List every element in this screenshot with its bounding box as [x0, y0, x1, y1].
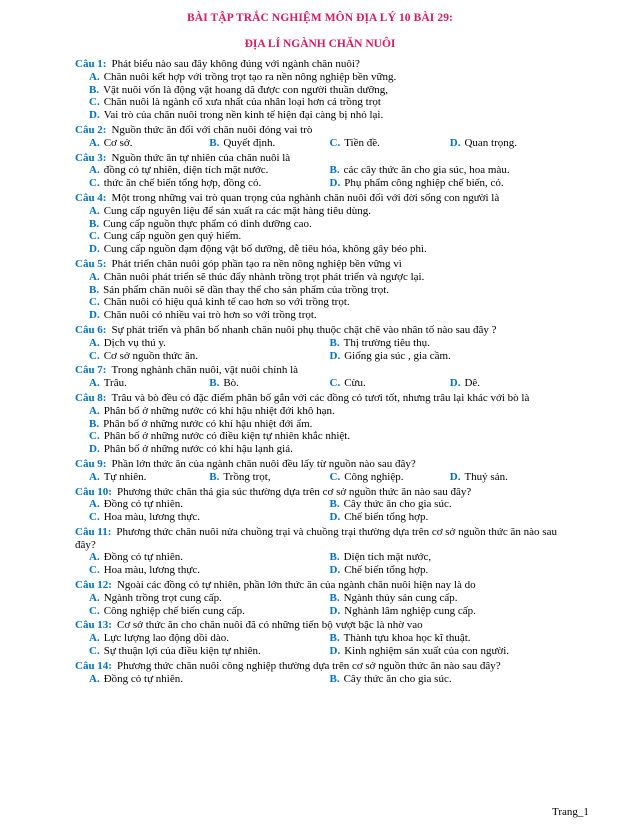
option-letter: A. — [89, 336, 100, 349]
option-letter: B. — [209, 136, 220, 149]
question-stem — [75, 392, 570, 405]
option-text: Cừu. — [344, 377, 366, 390]
option-text: Tiền đề. — [344, 136, 380, 149]
question-item — [75, 58, 570, 122]
option-letter: D. — [89, 109, 100, 122]
option-text: Cơ sở. — [103, 136, 133, 149]
option-letter: A. — [89, 470, 100, 483]
option-text: Vật nuôi vốn là động vật hoang dã được con người thuần dưỡng, — [103, 83, 389, 96]
question-stem — [75, 258, 570, 271]
answer-option — [330, 137, 450, 150]
question-number: Câu 6: — [75, 323, 107, 336]
question-text: Nguồn thức ăn đối với chăn nuôi đóng vai trò — [111, 123, 313, 136]
option-text: Phân bố ở những nước có điều kiện tự nhiên khắc nhiệt. — [103, 430, 351, 443]
option-row — [75, 511, 570, 524]
answer-option — [330, 511, 571, 524]
option-text: Sự thuận lợi của điều kiện tự nhiên. — [103, 645, 261, 658]
option-row — [75, 471, 570, 484]
answer-option — [89, 177, 330, 190]
option-letter: A. — [89, 404, 100, 417]
question-stem — [75, 152, 570, 165]
answer-option — [89, 564, 330, 577]
question-item — [75, 192, 570, 256]
answer-option — [75, 418, 570, 431]
answer-option — [330, 498, 571, 511]
option-text: Chăn nuôi kết hợp với trồng trọt tạo ra nền nông nghiệp bền vững. — [103, 70, 397, 83]
question-number: Câu 14: — [75, 659, 112, 672]
option-row — [75, 632, 570, 645]
answer-option — [75, 284, 570, 297]
question-text: Trong nghành chăn nuôi, vật nuôi chính là — [111, 364, 299, 377]
option-letter: A. — [89, 498, 100, 511]
question-stem — [75, 619, 570, 632]
question-stem — [75, 192, 570, 205]
answer-option — [75, 309, 570, 322]
question-number: Câu 13: — [75, 619, 112, 632]
answer-option — [450, 137, 570, 150]
question-text: Ngoài các đồng cỏ tự nhiên, phần lớn thức ăn của ngành chăn nuôi hiện nay là do — [116, 579, 476, 592]
answer-option — [75, 271, 570, 284]
option-text: Phụ phẩm công nghiệp chế biến, cỏ. — [344, 177, 504, 190]
option-letter: C. — [329, 470, 341, 483]
question-stem — [75, 579, 570, 592]
option-text: Chăn nuôi có hiệu quả kinh tế cao hơn so với trồng trọt. — [103, 296, 350, 309]
question-number: Câu 5: — [75, 257, 107, 270]
document-title: BÀI TẬP TRẮC NGHIỆM MÔN ĐỊA LÝ 10 BÀI 29: — [187, 12, 453, 24]
answer-option — [330, 164, 571, 177]
answer-option — [89, 605, 330, 618]
question-item — [75, 364, 570, 390]
question-number: Câu 2: — [75, 123, 107, 136]
option-letter: B. — [329, 498, 340, 511]
option-row — [75, 177, 570, 190]
question-number: Câu 12: — [75, 579, 112, 592]
document-subtitle: ĐỊA LÍ NGÀNH CHĂN NUÔI — [244, 38, 396, 50]
option-text: Dịch vụ thú y. — [103, 336, 166, 349]
answer-option — [330, 632, 571, 645]
option-row — [75, 337, 570, 350]
option-letter: B. — [209, 377, 220, 390]
option-text: Cây thức ăn cho gia súc. — [343, 498, 452, 511]
option-letter: B. — [209, 470, 220, 483]
option-text: Thành tựu khoa học kĩ thuật. — [343, 632, 471, 645]
question-text: Trâu và bò đều có đặc điểm phân bố gắn với các đồng cỏ tươi tốt, nhưng trâu lại khác với bò là — [111, 391, 530, 404]
option-letter: B. — [329, 551, 340, 564]
answer-option — [330, 551, 571, 564]
option-text: Quan trọng. — [464, 136, 517, 149]
option-text: Đồng cỏ tự nhiên. — [103, 672, 183, 685]
option-letter: D. — [329, 564, 341, 577]
option-text: Chăn nuôi phát triển sẽ thúc đẩy nhành trồng trọt phát triển và ngược lại. — [103, 270, 425, 283]
option-text: Trâu. — [103, 377, 127, 390]
question-item — [75, 660, 570, 686]
option-letter: C. — [89, 564, 100, 577]
option-text: Vai trò của chăn nuôi trong nền kinh tế hiện đại càng bị nhỏ lại. — [103, 109, 384, 122]
option-text: Phân bố ở những nước có khí hậu lạnh giá. — [103, 443, 293, 456]
option-letter: C. — [89, 645, 100, 658]
question-item — [75, 619, 570, 657]
option-text: Chăn nuôi có nhiều vai trò hơn so với trồng trọt. — [103, 309, 317, 322]
question-item — [75, 579, 570, 617]
answer-option — [75, 109, 570, 122]
option-text: Cung cấp nguồn đạm động vật bổ dưỡng, dễ tiêu hóa, không gây béo phì. — [103, 243, 427, 256]
question-item — [75, 486, 570, 524]
answer-option — [330, 673, 571, 686]
option-letter: B. — [89, 83, 100, 96]
option-text: Cung cấp nguồn thực phẩm có dinh dưỡng cao. — [103, 217, 312, 230]
option-text: Ngành thủy sản cung cấp. — [343, 591, 458, 604]
answer-option — [89, 498, 330, 511]
question-number: Câu 1: — [75, 58, 107, 70]
option-row — [75, 645, 570, 658]
option-text: Trồng trọt, — [223, 470, 271, 483]
question-text: Phương thức chăn thả gia súc thường dựa trên cơ sở nguồn thức ăn nào sau đây? — [116, 485, 472, 498]
question-number: Câu 8: — [75, 391, 107, 404]
page-number: Trang_1 — [552, 806, 589, 818]
option-text: Hoa màu, lương thực. — [103, 564, 200, 577]
option-text: Bò. — [223, 377, 239, 390]
option-letter: D. — [329, 177, 341, 190]
answer-option — [75, 205, 570, 218]
question-item — [75, 392, 570, 456]
option-text: Chế biến tổng hợp. — [344, 564, 429, 577]
question-stem — [75, 324, 570, 337]
option-letter: A. — [89, 591, 100, 604]
option-letter: D. — [329, 604, 341, 617]
question-number: Câu 4: — [75, 191, 107, 204]
option-text: Tự nhiên. — [103, 470, 147, 483]
question-stem — [75, 124, 570, 137]
option-text: Nghành lâm nghiệp cung cấp. — [344, 604, 476, 617]
option-letter: C. — [89, 177, 100, 190]
question-text: Cơ sở thức ăn cho chăn nuôi đã có những tiến bộ vượt bậc là nhờ vao — [116, 619, 423, 632]
question-number: Câu 10: — [75, 485, 112, 498]
option-text: Sản phẩm chăn nuôi sẽ dần thay thế cho sản phẩm của trồng trọt. — [103, 283, 390, 296]
answer-option — [89, 377, 209, 390]
option-row — [75, 164, 570, 177]
answer-option — [330, 605, 571, 618]
option-letter: D. — [449, 470, 461, 483]
answer-option — [330, 645, 571, 658]
question-stem — [75, 58, 570, 71]
answer-option — [75, 96, 570, 109]
option-row — [75, 551, 570, 564]
option-row — [75, 137, 570, 150]
option-text: Chăn nuôi là ngành cổ xưa nhất của nhân loại hơn cả trồng trọt — [103, 96, 381, 109]
option-letter: A. — [89, 672, 100, 685]
option-letter: B. — [329, 591, 340, 604]
question-text: Phát triển chăn nuôi góp phần tạo ra nền nông nghiệp bền vững vì — [111, 257, 402, 270]
question-item — [75, 526, 570, 577]
answer-option — [75, 84, 570, 97]
answer-option — [450, 377, 570, 390]
answer-option — [89, 511, 330, 524]
option-letter: C. — [329, 377, 341, 390]
option-letter: B. — [89, 417, 100, 430]
option-letter: D. — [89, 243, 100, 256]
option-letter: B. — [329, 672, 340, 685]
option-text: Hoa màu, lương thực. — [103, 511, 200, 524]
option-text: Đồng cỏ tự nhiên. — [103, 498, 183, 511]
question-number: Câu 3: — [75, 151, 107, 164]
answer-option — [450, 471, 570, 484]
question-stem — [75, 458, 570, 471]
option-letter: A. — [89, 204, 100, 217]
option-text: Công nghiệp. — [344, 470, 404, 483]
question-text: Phương thức chăn nuôi nửa chuồng trại và chuồng trại thường dựa trên cơ sở nguồn thức ăn nào sau đây? — [75, 525, 557, 551]
question-item — [75, 152, 570, 190]
question-text: Một trong những vai trò quan trọng của nghành chăn nuôi đối với đời sống con người là — [111, 191, 500, 204]
answer-option — [209, 377, 329, 390]
option-text: Chế biến tổng hợp. — [344, 511, 429, 524]
answer-option — [75, 71, 570, 84]
option-text: thức ăn chế biến tổng hợp, đồng cỏ. — [103, 177, 262, 190]
option-letter: C. — [89, 296, 100, 309]
question-list — [75, 58, 570, 685]
option-text: Lực lượng lao động dồi dào. — [103, 632, 229, 645]
option-text: Công nghiệp chế biến cung cấp. — [103, 604, 245, 617]
option-text: Kinh nghiệm sản xuất của con người. — [344, 645, 510, 658]
option-row — [75, 350, 570, 363]
option-letter: A. — [89, 632, 100, 645]
answer-option — [330, 337, 571, 350]
question-text: Phát biểu nào sau đây không đúng với ngành chăn nuôi? — [111, 58, 360, 70]
option-letter: C. — [89, 349, 100, 362]
answer-option — [75, 296, 570, 309]
question-item — [75, 258, 570, 322]
option-letter: C. — [329, 136, 341, 149]
question-stem — [75, 364, 570, 377]
option-letter: D. — [89, 309, 100, 322]
option-letter: D. — [329, 349, 341, 362]
option-text: Giống gia súc , gia cầm. — [344, 349, 451, 362]
option-text: Thuỷ sản. — [464, 470, 508, 483]
option-letter: A. — [89, 270, 100, 283]
answer-option — [75, 243, 570, 256]
answer-option — [89, 645, 330, 658]
question-item — [75, 324, 570, 362]
option-row — [75, 564, 570, 577]
option-text: Phân bố ở những nước có khí hậu nhiệt đới ẩm. — [103, 417, 313, 430]
option-letter: C. — [89, 511, 100, 524]
question-text: Phương thức chăn nuôi công nghiệp thường dựa trên cơ sở nguồn thức ăn nào sau đây? — [116, 659, 501, 672]
answer-option — [89, 337, 330, 350]
option-row — [75, 377, 570, 390]
question-stem — [75, 486, 570, 499]
answer-option — [89, 137, 209, 150]
option-letter: D. — [89, 443, 100, 456]
answer-option — [330, 471, 450, 484]
answer-option — [330, 177, 571, 190]
answer-option — [75, 430, 570, 443]
answer-option — [330, 377, 450, 390]
answer-option — [89, 350, 330, 363]
question-number: Câu 7: — [75, 364, 107, 377]
option-letter: B. — [329, 164, 340, 177]
question-number: Câu 11: — [75, 525, 112, 538]
answer-option — [330, 592, 571, 605]
question-number: Câu 9: — [75, 457, 107, 470]
answer-option — [330, 350, 571, 363]
answer-option — [89, 471, 209, 484]
answer-option — [209, 471, 329, 484]
option-letter: A. — [89, 136, 100, 149]
option-letter: D. — [329, 511, 341, 524]
question-text: Sự phát triển và phân bố nhanh chăn nuôi phụ thuộc chặt chẽ vào nhân tố nào sau đây ? — [111, 323, 497, 336]
option-text: Cung cấp nguồn gen quý hiếm. — [103, 230, 242, 243]
answer-option — [89, 632, 330, 645]
option-text: Ngành trồng trọt cung cấp. — [103, 591, 222, 604]
answer-option — [89, 592, 330, 605]
option-text: Phân bố ở những nước có khí hậu nhiệt đới khô hạn. — [103, 404, 335, 417]
option-text: Cung cấp nguyên liệu để sản xuất ra các mặt hàng tiêu dùng. — [103, 204, 371, 217]
question-stem — [75, 660, 570, 673]
option-row — [75, 592, 570, 605]
answer-option — [89, 673, 330, 686]
answer-option — [75, 218, 570, 231]
option-row — [75, 605, 570, 618]
question-text: Nguồn thức ăn tự nhiên của chăn nuôi là — [111, 151, 291, 164]
option-letter: B. — [329, 336, 340, 349]
answer-option — [209, 137, 329, 150]
option-letter: D. — [329, 645, 341, 658]
answer-option — [75, 443, 570, 456]
option-row — [75, 498, 570, 511]
option-text: Thị trường tiêu thụ. — [343, 336, 430, 349]
option-letter: D. — [449, 136, 461, 149]
option-letter: B. — [89, 217, 100, 230]
option-letter: B. — [89, 283, 100, 296]
answer-option — [89, 551, 330, 564]
option-letter: D. — [449, 377, 461, 390]
option-letter: A. — [89, 377, 100, 390]
option-text: Dê. — [464, 377, 481, 390]
option-letter: A. — [89, 164, 100, 177]
option-letter: A. — [89, 551, 100, 564]
question-text: Phần lớn thức ăn của ngành chăn nuôi đều lấy từ nguồn nào sau đây? — [111, 457, 416, 470]
option-text: các cây thức ăn cho gia súc, hoa màu. — [343, 164, 510, 177]
option-text: Quyết định. — [223, 136, 276, 149]
option-letter: C. — [89, 96, 100, 109]
question-stem — [75, 526, 570, 552]
option-text: Đồng cỏ tự nhiên. — [103, 551, 183, 564]
option-letter: C. — [89, 430, 100, 443]
option-text: Cây thức ăn cho gia súc. — [343, 672, 452, 685]
answer-option — [75, 230, 570, 243]
question-item — [75, 124, 570, 150]
answer-option — [330, 564, 571, 577]
option-letter: A. — [89, 70, 100, 83]
option-letter: B. — [329, 632, 340, 645]
option-letter: C. — [89, 604, 100, 617]
option-text: Diện tích mặt nước, — [343, 551, 432, 564]
option-row — [75, 673, 570, 686]
answer-option — [89, 164, 330, 177]
option-text: đồng cỏ tự nhiên, diện tích mặt nước. — [103, 164, 269, 177]
answer-option — [75, 405, 570, 418]
question-item — [75, 458, 570, 484]
option-letter: C. — [89, 230, 100, 243]
option-text: Cơ sở nguồn thức ăn. — [103, 349, 198, 362]
